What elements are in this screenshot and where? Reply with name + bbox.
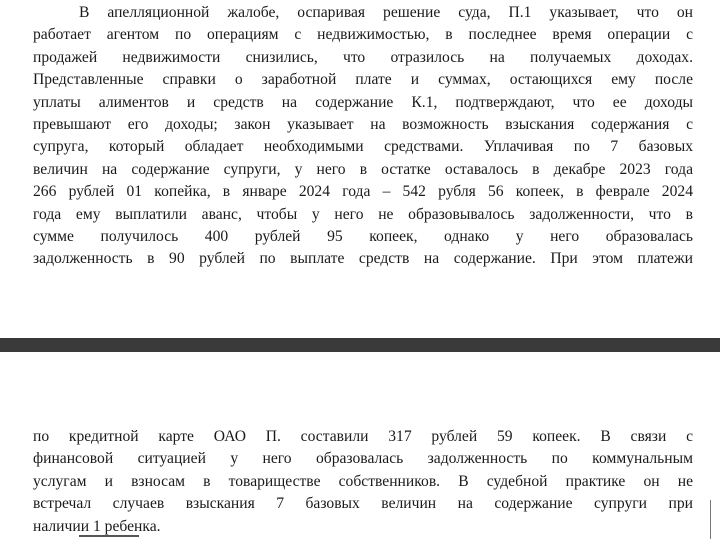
text-line: финансовой ситуацией у него образовалась задолженность по коммунальным [33,450,693,468]
text-line: Представленные справки о заработной плате и суммах, остающихся ему после [33,71,693,89]
text-line: превышают его доходы; закон указывает на возможность взыскания содержания с [33,116,693,134]
appeal-paragraph-bottom [33,426,693,538]
text-line: задолженность в 90 рублей по выплате средств на содержание. При этом платежи [33,250,693,268]
text-line: встречал случаев взыскания 7 базовых величин на содержание супруги при [33,495,693,513]
text-line: работает агентом по операциям с недвижимостью, в последнее время операции с [33,26,693,44]
text-line: 266 рублей 01 копейка, в январе 2024 года – 542 рубля 56 копеек, в феврале 2024 [33,183,693,201]
text-line: продажей недвижимости снизились, что отразилось на получаемых доходах. [33,48,693,66]
text-line: величин на содержание супруги, у него в остатке оставалось в декабре 2023 года [33,160,693,178]
text-line: услугам и взносам в товариществе собственников. В судебной практике он не [33,472,693,490]
text-line: года ему выплатили аванс, чтобы у него не образовывалось задолженности, что в [33,205,693,223]
page-separator [0,338,720,352]
text-line: В апелляционной жалобе, оспаривая решение суда, П.1 указывает, что он [79,4,693,21]
margin-mark [710,500,711,539]
text-line: сумме получилось 400 рублей 95 копеек, однако у него образовалась [33,228,693,246]
text-line: супруга, который обладает необходимыми средствами. Уплачивая по 7 базовых [33,138,693,156]
text-line: по кредитной карте ОАО П. составили 317 рублей 59 копеек. В связи с [33,428,693,445]
cropped-next-line [33,531,173,543]
text-line: уплаты алиментов и средств на содержание К.1, подтверждают, что ее доходы [33,93,693,111]
appeal-paragraph-top [33,2,693,271]
text-line: наличии 1 ребенка. [33,517,161,535]
